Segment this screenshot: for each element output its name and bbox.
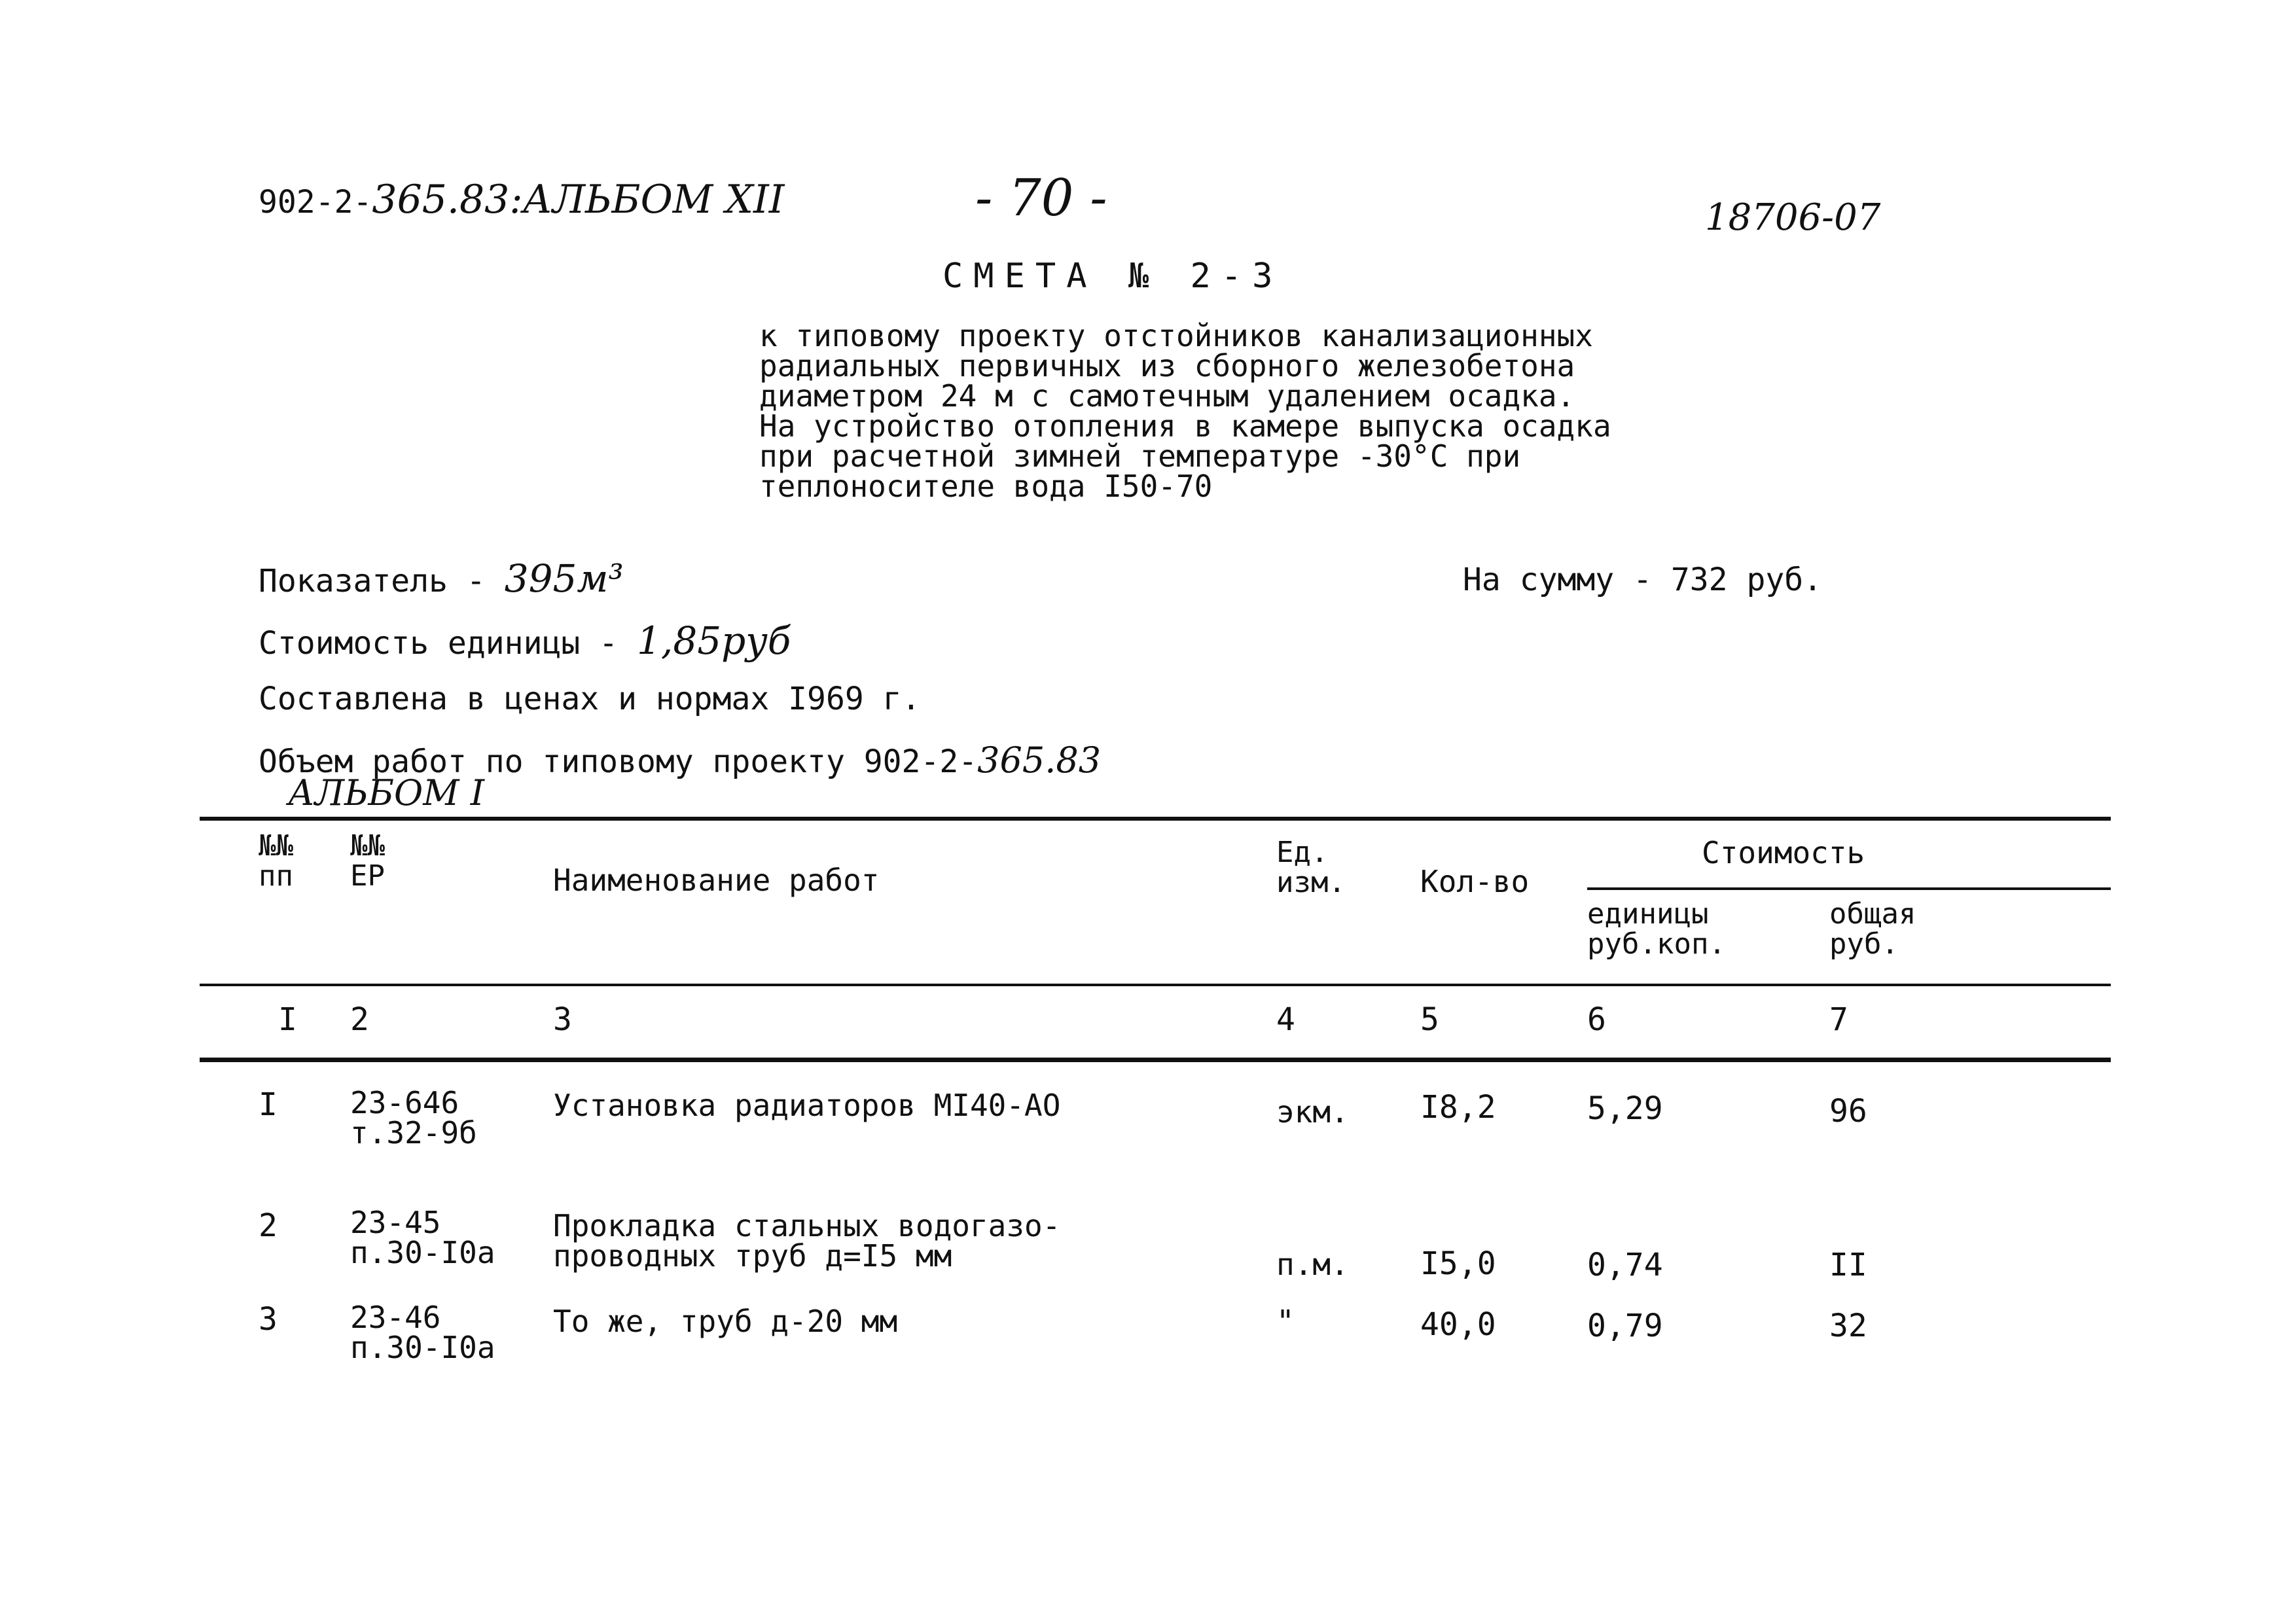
row-unit: экм. <box>1276 1094 1349 1130</box>
unit-cost-value: 1,85руб <box>636 618 791 663</box>
description-line: при расчетной зимней температуре -30°С при <box>759 438 1521 474</box>
total-sum: На сумму - 732 руб. <box>1463 562 1823 598</box>
doc-code <box>259 177 784 223</box>
row-total: 32 <box>1829 1308 1867 1344</box>
description-line: На устройство отопления в камере выпуска осадка <box>759 408 1611 444</box>
header-quantity: Кол-во <box>1420 864 1530 899</box>
column-number: 7 <box>1829 1001 1848 1038</box>
page-number: - 70 - <box>975 169 1107 228</box>
row-unit-price: 0,74 <box>1587 1247 1663 1283</box>
header-unit: Ед. изм. <box>1276 836 1346 899</box>
indicator-label: Показатель - <box>259 563 486 599</box>
unit-cost <box>259 618 791 663</box>
row-total: 96 <box>1829 1093 1867 1130</box>
column-number: 4 <box>1276 1001 1295 1038</box>
work-volume-album: АЛЬБОМ I <box>288 772 485 813</box>
column-number: 6 <box>1587 1001 1606 1038</box>
column-number: 2 <box>350 1001 369 1038</box>
unit-cost-label: Стоимость единицы - <box>259 625 619 662</box>
row-unit: " <box>1276 1304 1295 1339</box>
row-total: II <box>1829 1247 1867 1283</box>
description-line: радиальных первичных из сборного железобетона <box>759 348 1575 383</box>
row-er-code: 23-646 т.32-9б <box>350 1085 477 1150</box>
row-er-code: 23-46 п.30-I0а <box>350 1300 495 1365</box>
description-line: диаметром 24 м с самотечным удалением осадка. <box>759 378 1575 414</box>
row-unit-price: 0,79 <box>1587 1308 1663 1344</box>
column-numbers-rule <box>200 1058 2111 1062</box>
header-unit-cost: единицы руб.коп. <box>1587 897 1726 961</box>
indicator-value: 395м³ <box>504 556 624 601</box>
doc-code-printed: 902-2- <box>259 184 372 221</box>
page-title: СМЕТА № 2-3 <box>942 257 1283 296</box>
work-volume-hand: 365.83 <box>977 740 1102 781</box>
row-quantity: I5,0 <box>1420 1245 1496 1282</box>
column-number: 3 <box>553 1001 572 1038</box>
row-unit-price: 5,29 <box>1587 1090 1663 1127</box>
row-number: 3 <box>259 1301 278 1338</box>
description-line: к типовому проекту отстойников канализационных <box>759 318 1593 353</box>
doc-code-handwritten: 365.83:АЛЬБОМ XII <box>372 177 785 223</box>
archive-number: 18706-07 <box>1705 196 1881 239</box>
row-quantity: 40,0 <box>1420 1306 1496 1343</box>
header-work-name: Наименование работ <box>553 863 880 898</box>
row-number: 2 <box>259 1207 278 1244</box>
work-volume-label: Объем работ по типовому проекту 902-2- <box>259 743 978 780</box>
header-bottom-rule <box>200 984 2111 986</box>
header-cost-group: Стоимость <box>1702 835 1865 870</box>
column-number: 5 <box>1420 1001 1439 1038</box>
row-work-name: Установка радиаторов МI40-АО <box>553 1088 1061 1123</box>
cost-group-rule <box>1587 887 2111 890</box>
column-number: I <box>278 1001 297 1038</box>
indicator <box>259 556 624 601</box>
description-line: теплоносителе вода I50-70 <box>759 469 1213 504</box>
row-er-code: 23-45 п.30-I0а <box>350 1205 495 1270</box>
row-quantity: I8,2 <box>1420 1089 1496 1126</box>
header-row-number: №№ пп <box>259 829 293 893</box>
row-unit: п.м. <box>1276 1247 1349 1282</box>
row-number: I <box>259 1086 278 1123</box>
price-basis: Составлена в ценах и нормах I969 г. <box>259 681 921 717</box>
row-work-name: Прокладка стальных водогазо- проводных труб д=I5 мм <box>553 1208 1061 1274</box>
header-er-number: №№ ЕР <box>350 829 385 893</box>
table-top-rule <box>200 817 2111 821</box>
row-work-name: То же, труб д-20 мм <box>553 1304 898 1339</box>
header-total-cost: общая руб. <box>1829 897 1916 961</box>
estimate-description <box>759 318 1611 504</box>
